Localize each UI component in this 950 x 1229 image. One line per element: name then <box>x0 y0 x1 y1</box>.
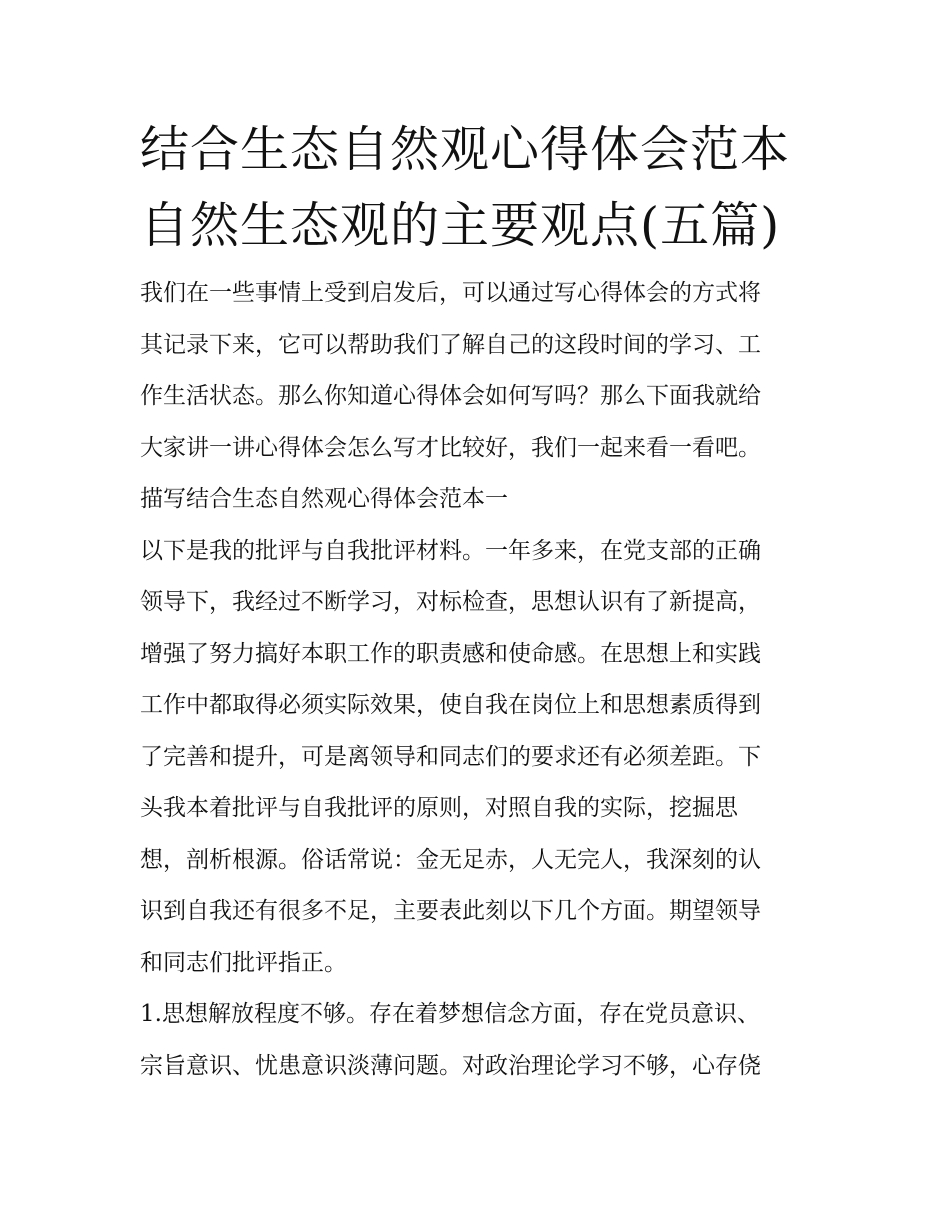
body-line: 大家讲一讲心得体会怎么写才比较好，我们一起来看一看吧。 <box>140 434 761 461</box>
body-line: 以下是我的批评与自我批评材料。一年多来，在党支部的正确 <box>140 537 761 564</box>
body-line: 作生活状态。那么你知道心得体会如何写吗？那么下面我就给 <box>140 383 761 409</box>
document-body <box>140 268 820 1092</box>
body-line: 增强了努力搞好本职工作的职责感和使命感。在思想上和实践 <box>140 640 761 667</box>
body-line: 头我本着批评与自我批评的原则，对照自我的实际，挖掘思 <box>140 795 738 821</box>
document-page <box>140 112 820 1092</box>
body-line: 我们在一些事情上受到启发后，可以通过写心得体会的方式将 <box>140 280 761 306</box>
body-line: 其记录下来，它可以帮助我们了解自己的这段时间的学习、工 <box>140 331 761 358</box>
document-title <box>140 112 820 264</box>
list-item-line: 1.思想解放程度不够。存在着梦想信念方面，存在党员意识、 <box>140 1001 760 1027</box>
body-line: 想，剖析根源。俗话常说：金无足赤，人无完人，我深刻的认 <box>140 846 761 873</box>
title-line: 自然生态观的主要观点(五篇) <box>140 197 781 254</box>
body-line: 和同志们批评指正。 <box>140 949 347 976</box>
title-line: 结合生态自然观心得体会范本 <box>140 121 791 178</box>
section-heading: 描写结合生态自然观心得体会范本一 <box>140 486 508 512</box>
body-line: 宗旨意识、忧患意识淡薄问题。对政治理论学习不够，心存侥 <box>140 1052 761 1079</box>
body-line: 领导下，我经过不断学习，对标检查，思想认识有了新提高， <box>140 589 761 615</box>
body-line: 识到自我还有很多不足，主要表此刻以下几个方面。期望领导 <box>140 898 761 924</box>
body-line: 工作中都取得必须实际效果，使自我在岗位上和思想素质得到 <box>140 692 761 718</box>
body-line: 了完善和提升，可是离领导和同志们的要求还有必须差距。下 <box>140 743 761 770</box>
